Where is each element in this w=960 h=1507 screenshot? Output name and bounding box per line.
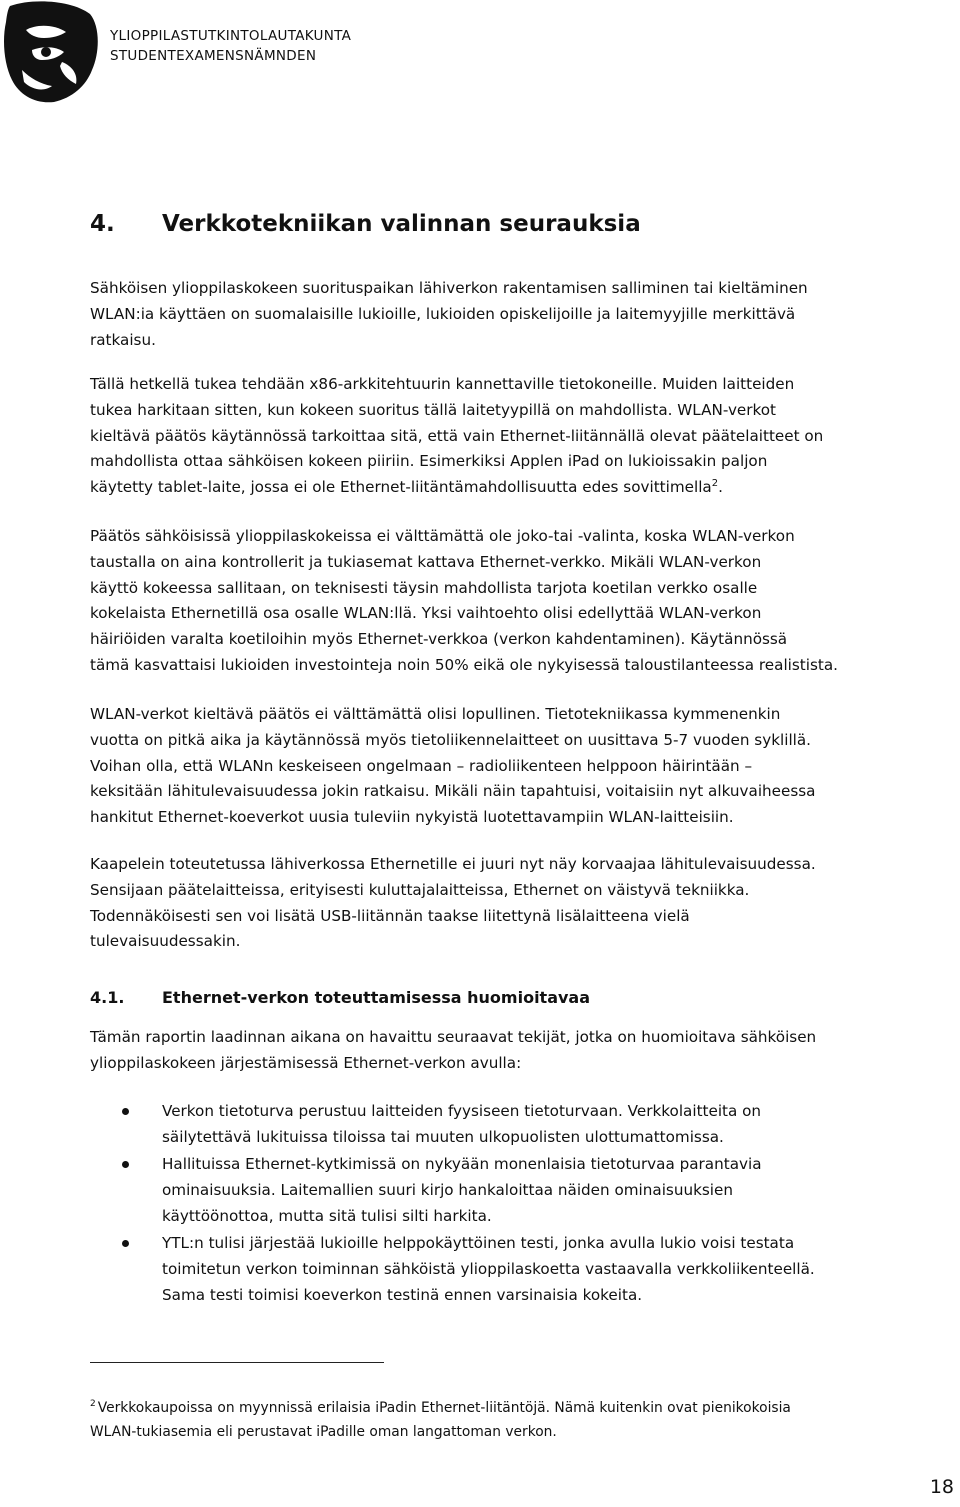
paragraph-line: ylioppilaskokeen järjestämisessä Ethernet-verkon avulla: — [90, 1053, 522, 1072]
section-heading — [90, 211, 641, 237]
paragraph-line: WLAN-verkot kieltävä päätös ei välttämättä olisi lopullinen. Tietotekniikassa kymmenenkin — [90, 705, 781, 723]
paragraph-text: käytetty tablet-laite, jossa ei ole Ethernet-liitäntämahdollisuutta edes sovittimella — [90, 478, 712, 497]
list-item-line: YTL:n tulisi järjestää lukioille helppokäyttöinen testi, jonka avulla lukio voisi testata — [162, 1234, 795, 1252]
paragraph-line: Tämän raportin laadinnan aikana on havaittu seuraavat tekijät, jotka on huomioitava sähköisen — [90, 1028, 817, 1046]
section-title: Verkkotekniikan valinnan seurauksia — [162, 211, 641, 237]
subsection-title: Ethernet-verkon toteuttamisessa huomioitavaa — [162, 988, 591, 1007]
list-item — [90, 1098, 950, 1150]
paragraph-line: Päätös sähköisissä ylioppilaskokeissa ei välttämättä ole joko-tai -valinta, koska WLAN-verkon — [90, 527, 795, 545]
list-item-line: toimitetun verkon toiminnan sähköistä ylioppilaskoetta vastaavalla verkkoliikenteellä. — [162, 1260, 815, 1278]
owl-head-emblem-icon — [2, 0, 102, 104]
footnote-divider — [90, 1362, 384, 1363]
paragraph-line: käyttö kokeessa sallitaan, on teknisesti täysin mahdollista tarjota koetilan verkko osalle — [90, 578, 758, 597]
paragraph-line: Tällä hetkellä tukea tehdään x86-arkkitehtuurin kannettaville tietokoneille. Muiden laitteiden — [90, 375, 795, 393]
list-item — [90, 1230, 950, 1308]
footnote-line — [90, 1396, 950, 1420]
footnote-text: Verkkokaupoissa on myynnissä erilaisia iPadin Ethernet-liitäntöjä. Nämä kuitenkin ovat pienikokoisia — [97, 1400, 791, 1416]
paragraph-line: Sensijaan päätelaitteissa, erityisesti kuluttajalaitteissa, Ethernet on väistyvä tekniikka. — [90, 880, 750, 899]
page-number: 18 — [929, 1476, 954, 1498]
bullet-icon — [122, 1161, 129, 1168]
paragraph-3 — [90, 524, 950, 679]
paragraph-line: Todennäköisesti sen voi lisätä USB-liitännän taakse liitettynä lisälaitteena vielä — [90, 906, 690, 925]
bullet-icon — [122, 1240, 129, 1247]
intro-paragraph — [90, 1025, 950, 1077]
paragraph-line: mahdollista ottaa sähköisen kokeen piiriin. Esimerkiksi Applen iPad on lukioissakin paljon — [90, 452, 768, 471]
footnote-mark: 2 — [90, 1399, 96, 1410]
footnote-line: WLAN-tukiasemia eli perustavat iPadille oman langattoman verkon. — [90, 1424, 557, 1440]
list-item-line: Verkon tietoturva perustuu laitteiden fyysiseen tietoturvaan. Verkkolaitteita on — [162, 1102, 762, 1120]
paragraph-4 — [90, 702, 950, 831]
paragraph-line: tulevaisuudessakin. — [90, 932, 241, 951]
list-item-line: säilytettävä lukituissa tiloissa tai muuten ulkopuolisten ulottumattomissa. — [162, 1128, 724, 1146]
sentence-end: . — [718, 478, 723, 497]
paragraph-line: häiriöiden varalta koetiloihin myös Ethernet-verkkoa (verkon kahdentaminen). Käytännössä — [90, 630, 788, 649]
section-number: 4. — [90, 211, 115, 237]
bullet-list — [90, 1098, 950, 1309]
paragraph-line: kokelaista Ethernetillä osa osalle WLAN:llä. Yksi vaihtoehto olisi edellyttää WLAN-verkon — [90, 604, 762, 623]
footnote — [90, 1396, 950, 1444]
paragraph-line: Kaapelein toteutetussa lähiverkossa Ethernetille ei juuri nyt näy korvaajaa lähitulevaisuudessa. — [90, 855, 816, 873]
bullet-icon — [122, 1108, 129, 1115]
footnote-reference[interactable]: 2 — [711, 478, 719, 490]
subsection-number: 4.1. — [90, 988, 125, 1007]
paragraph-line: kieltävä päätös käytännössä tarkoittaa sitä, että vain Ethernet-liitännällä olevat päätelaitteet on — [90, 426, 824, 445]
list-item-line: Sama testi toimisi koeverkon testinä ennen varsinaisia kokeita. — [162, 1286, 643, 1304]
paragraph-line: ratkaisu. — [90, 330, 156, 349]
paragraph-line: hankitut Ethernet-koeverkot uusia tuleviin nykyistä luotettavampiin WLAN-laitteisiin. — [90, 808, 734, 827]
paragraph-line: Sähköisen ylioppilaskokeen suorituspaikan lähiverkon rakentamisen salliminen tai kieltäminen — [90, 279, 808, 297]
paragraph-2 — [90, 372, 950, 501]
paragraph-line: taustalla on aina kontrollerit ja tukiasemat kattava Ethernet-verkko. Mikäli WLAN-verkon — [90, 552, 762, 571]
list-item-line: Hallituissa Ethernet-kytkimissä on nykyään monenlaisia tietoturvaa parantavia — [162, 1155, 762, 1173]
paragraph-line: keksitään lähitulevaisuudessa jokin ratkaisu. Mikäli näin tapahtuisi, voitaisiin nyt alkuvaiheessa — [90, 782, 816, 801]
subsection-heading — [90, 988, 590, 1007]
paragraph-line: WLAN:ia käyttäen on suomalaisille lukioille, lukioiden opiskelijoille ja laitemyyjille merkittävä — [90, 304, 796, 323]
list-item — [90, 1151, 950, 1229]
paragraph-1 — [90, 276, 950, 353]
header-logo — [2, 0, 422, 104]
org-name-finnish: YLIOPPILASTUTKINTOLAUTAKUNTA — [110, 28, 352, 44]
paragraph-line-with-footnote — [90, 475, 950, 501]
paragraph-line: tukea harkitaan sitten, kun kokeen suoritus tällä laitetyypillä on mahdollista. WLAN-verkot — [90, 400, 777, 419]
paragraph-line: Voihan olla, että WLANn keskeiseen ongelmaan – radioliikenteen helppoon häirintään – — [90, 756, 753, 775]
paragraph-5 — [90, 852, 950, 955]
paragraph-line: vuotta on pitkä aika ja käytännössä myös tietoliikennelaitteet on uusittava 5-7 vuoden syklillä. — [90, 730, 812, 749]
paragraph-line: tämä kasvattaisi lukioiden investointeja noin 50% eikä ole nykyisessä taloustilanteessa realistista. — [90, 655, 838, 674]
list-item-line: ominaisuuksia. Laitemallien suuri kirjo hankaloittaa näiden ominaisuuksien — [162, 1181, 733, 1199]
org-name-swedish: STUDENTEXAMENSNÄMNDEN — [110, 48, 317, 64]
list-item-line: käyttöönottoa, mutta sitä tulisi silti harkita. — [162, 1207, 492, 1225]
